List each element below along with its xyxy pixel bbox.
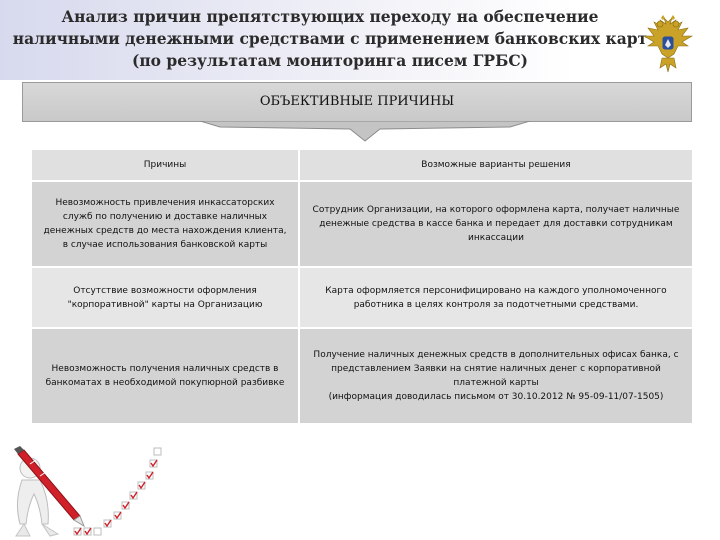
table-header-row (32, 150, 693, 181)
objective-reasons-banner: ОБЪЕКТИВНЫЕ ПРИЧИНЫ (22, 82, 692, 122)
table-row (32, 328, 693, 424)
solution-cell: Карта оформляется персонифицировано на каждого уполномоченного работника в целях контроля за подотчетными средствами. (299, 267, 693, 328)
checklist-boxes-icon (74, 448, 161, 535)
solution-text: Получение наличных денежных средств в дополнительных офисах банка, с представлением Заявки на снятие наличных денег с корпоративной платежной карты (313, 350, 679, 388)
solution-cell: Сотрудник Организации, на которого оформлена карта, получает наличные денежные средства в кассе банка и передает для доставки сотрудникам инкассации (299, 181, 693, 267)
title-line-3: (по результатам мониторинга писем ГРБС) (131, 51, 528, 70)
person-with-pen-checklist-illustration (4, 440, 164, 540)
table-row (32, 181, 693, 267)
page-title (0, 6, 660, 72)
header-reasons: Причины (32, 150, 299, 181)
title-line-1: Анализ причин препятствующих переходу на обеспечение (61, 7, 599, 26)
double-headed-eagle-icon (640, 14, 696, 76)
header-solutions: Возможные варианты решения (299, 150, 693, 181)
solution-note: (информация доводилась письмом от 30.10.2012 № 95-09-11/07-1505) (328, 392, 664, 402)
solution-cell (299, 328, 693, 424)
banner-down-arrow-icon (200, 121, 530, 143)
reason-cell: Невозможность получения наличных средств в банкоматах в необходимой покупюрной разбивке (32, 328, 299, 424)
reasons-table (32, 150, 694, 425)
reason-cell: Невозможность привлечения инкассаторских служб по получению и доставке наличных денежных средств до места нахождения клиента, в случае использования банковской карты (32, 181, 299, 267)
table-row (32, 267, 693, 328)
reason-cell: Отсутствие возможности оформления "корпоративной" карты на Организацию (32, 267, 299, 328)
title-line-2: наличными денежными средствами с применением банковских карт (12, 29, 648, 48)
